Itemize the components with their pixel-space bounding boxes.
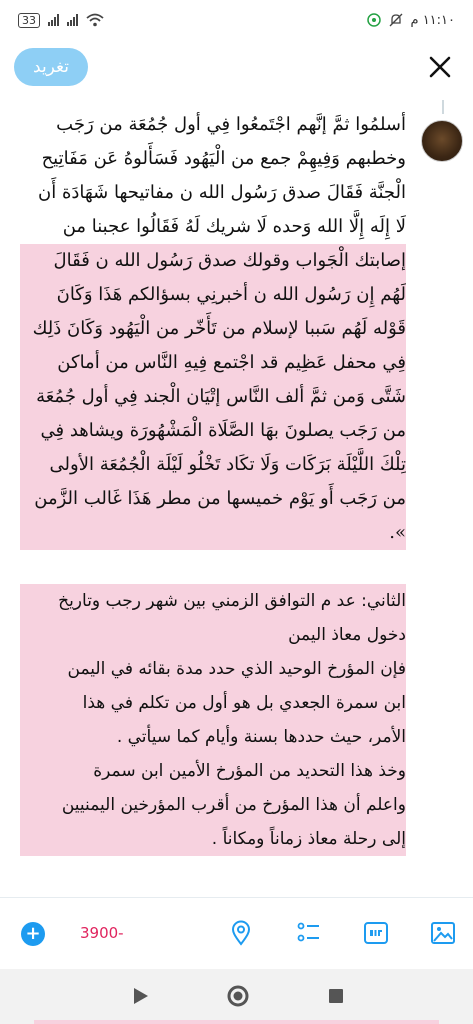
system-nav-bar — [0, 969, 473, 1024]
mute-icon — [389, 13, 403, 27]
battery-icon: 33 — [18, 13, 40, 28]
text-line-highlighted: تِلْكَ اللَّيْلَة بَرَكَات وَلَا تكَاد تَخْلُو لَيْلَة الْجُمُعَة الأولى — [20, 448, 406, 482]
whatsapp-icon — [367, 13, 381, 27]
post-button[interactable]: تغريد — [14, 48, 88, 86]
text-line: الْجنَّة فَقَالَ صدق رَسُول الله ن مفاتيحها شَهَادَة أَن — [38, 182, 406, 203]
text-line-highlighted: لَهُم إِن رَسُول الله ن أخبرنِي بسؤالكم هَذَا وَكَانَ — [20, 278, 406, 312]
nav-highlight-strip — [34, 1020, 439, 1024]
text-line-highlighted: إصابتك الْجَواب وقولك صدق رَسُول الله ن فَقَالَ — [20, 244, 406, 278]
compose-header — [0, 40, 473, 100]
text-line-highlighted: ». — [20, 516, 406, 550]
signal-icon — [48, 14, 59, 26]
tweet-text-editor[interactable] — [20, 108, 406, 856]
poll-icon[interactable] — [296, 920, 322, 946]
text-line-highlighted: قَوْله لَهُم سَببا لإسلام من تَأَخّر من الْيَهُود وَكَانَ ذَلِك — [20, 312, 406, 346]
text-line-highlighted: من رَجَب يصلونَ بهَا الصَّلَاة الْمَشْهُورَة ويشاهد فِي — [20, 414, 406, 448]
close-icon[interactable] — [429, 56, 451, 78]
text-line: وخطبهم وَفِيهِمْ جمع من الْيَهُود فَسَأَلوهُ عَن مَفَاتِيح — [41, 148, 406, 169]
text-line-highlighted: ابن سمرة الجعدي بل هو أول من تكلم في هذا — [20, 686, 406, 720]
wifi-icon — [86, 13, 104, 27]
triangle-back-icon[interactable] — [128, 984, 152, 1008]
status-bar — [0, 0, 473, 40]
signal-icon-2 — [67, 14, 78, 26]
avatar[interactable] — [421, 120, 463, 162]
thread-line — [442, 100, 444, 114]
text-line-highlighted: الثاني: عد م التوافق الزمني بين شهر رجب وتاريخ — [20, 584, 406, 618]
gif-icon[interactable] — [363, 920, 389, 946]
text-line-highlighted: فِي محفل عَظِيم قد اجْتمع فِيهِ النَّاس من أماكن — [20, 346, 406, 380]
text-line-highlighted: وخذ هذا التحديد من المؤرخ الأمين ابن سمرة — [20, 754, 406, 788]
text-line: أسلمُوا ثمَّ إنَّهم اجْتَمعُوا فِي أول جُمُعَة من رَجَب — [56, 114, 406, 135]
text-line-highlighted: إلى رحلة معاذ زماناً ومكاناً . — [20, 822, 406, 856]
status-right — [367, 13, 456, 28]
text-line-highlighted: من رَجَب أَو يَوْم خميسها من مطر هَذَا غَالب الزَّمن — [20, 482, 406, 516]
square-recents-icon[interactable] — [324, 984, 348, 1008]
status-time: ١١:١٠ م — [410, 12, 455, 28]
text-line: لَا إِلَه إِلَّا الله وَحده لَا شريك لَهُ فَقَالُوا عجبنا من — [62, 216, 406, 237]
character-count: 3900- — [80, 924, 124, 942]
image-icon[interactable] — [430, 920, 456, 946]
text-line-highlighted: الأمر، حيث حددها بسنة وأيام كما سيأتي . — [20, 720, 406, 754]
add-tweet-button[interactable]: + — [21, 922, 45, 946]
paragraph-gap — [20, 550, 406, 584]
text-line-highlighted: شَتَّى وَمن ثمَّ ألف النَّاس إتْيَان الْجند فِي أول جُمُعَة — [20, 380, 406, 414]
compose-area[interactable] — [0, 100, 473, 897]
status-left — [18, 13, 104, 28]
location-pin-icon[interactable] — [228, 920, 254, 946]
text-line-highlighted: فإن المؤرخ الوحيد الذي حدد مدة بقائه في اليمن — [20, 652, 406, 686]
compose-toolbar — [0, 897, 473, 970]
circle-home-icon[interactable] — [226, 984, 250, 1008]
text-line-highlighted: واعلم أن هذا المؤرخ من أقرب المؤرخين اليمنيين — [20, 788, 406, 822]
text-line-highlighted: دخول معاذ اليمن — [20, 618, 406, 652]
